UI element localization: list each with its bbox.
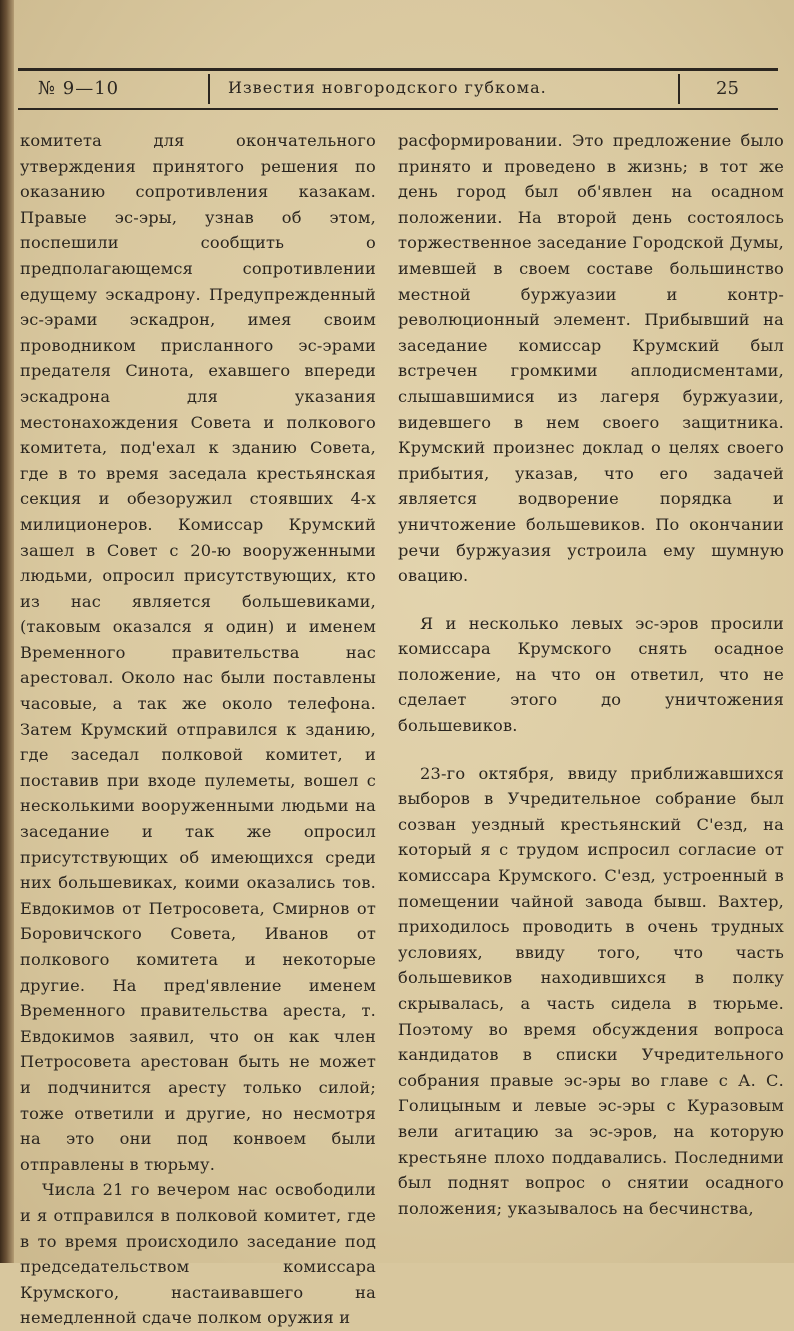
binding-edge bbox=[0, 0, 14, 1263]
left-text-column bbox=[20, 128, 376, 1331]
page-header bbox=[18, 68, 778, 112]
header-bottom-rule bbox=[18, 108, 778, 110]
issue-number: № 9—10 bbox=[38, 78, 120, 99]
right-paragraph-1: расформировании. Это предложение было принято и проведено в жизнь; в тот же день город был об'явлен на осадном положении. На второй день состоялось торжественное заседание Городской Думы, имевшей в своем составе большинство местной буржуазии и контр-революционный элемент. Прибывший на заседание комиссар Крумский был встречен громкими аплодисментами, слышавшимися из лагеря буржуазии, видевшего в нем своего защитника. Крумский произнес доклад о целях своего прибытия, указав, что его задачей является водворение порядка и уничтожение большевиков. По окончании речи буржуазия устроила ему шумную овацию. bbox=[398, 131, 784, 586]
header-divider-right bbox=[678, 74, 680, 104]
journal-title: Известия новгородского губкома. bbox=[228, 78, 547, 97]
header-top-rule bbox=[18, 68, 778, 71]
right-text-column bbox=[398, 128, 784, 1221]
right-paragraph-2: Я и несколько левых эс-эров просили комиссара Крумского снять осадное положение, на что он ответил, что не сделает этого до уничтожения большевиков. bbox=[398, 613, 784, 736]
header-divider-left bbox=[208, 74, 210, 104]
left-paragraph-1: комитета для окончательного утверждения принятого решения по оказанию сопротивления казакам. Правые эс-эры, узнав об этом, поспешили сообщить о предполагающемся сопротивлении едущему эскадрону. Предупрежденный эс-эрами эскадрон, имея своим проводником присланного эс-эрами предателя Синота, ехавшего впереди эскадрона для указания местонахождения Совета и полкового комитета, под'ехал к зданию Совета, где в то время заседала крестьянская секция и обезоружил стоявших 4-х милиционеров. Комиссар Крумский зашел в Совет с 20-ю вооруженными людьми, опросил присутствующих, кто из нас является большевиками, (таковым оказался я один) и именем Временного правительства нас арестовал. Около нас были поставлены часовые, а так же около телефона. Затем Крумский отправился к зданию, где заседал полковой комитет, и поставив при входе пулеметы, вошел с несколькими вооруженными людьми на заседание и так же опросил присутствующих об имеющихся среди них большевиках, коими оказались тов. Евдокимов от Петросовета, Смирнов от Боровичского Совета, Иванов от полкового комитета и некоторые другие. На пред'явление именем Временного правительства ареста, т. Евдокимов заявил, что он как член Петросовета арестован быть не может и подчинится аресту только силой; тоже ответили и другие, но несмотря на это они под конвоем были отправлены в тюрьму. bbox=[20, 131, 376, 1174]
right-paragraph-3: 23-го октября, ввиду приближавшихся выборов в Учредительное собрание был созван уездный крестьянский С'езд, на который я с трудом испросил согласие от комиссара Крумского. С'езд, устроенный в помещении чайной завода бывш. Вахтер, приходилось проводить в очень трудных условиях, ввиду того, что часть большевиков находившихся в полку скрывалась, а часть сидела в тюрьме. Поэтому во время обсуждения вопроса кандидатов в списки Учредительного собрания правые эс-эры во главе с А. С. Голицыным и левые эс-эры с Куразовым вели агитацию за эс-эров, на которую крестьяне плохо поддавались. Последними был поднят вопрос о снятии осадного положения; указывалось на бесчинства, bbox=[398, 763, 784, 1218]
left-paragraph-2: Числа 21 го вечером нас освободили и я отправился в полковой комитет, где в то время происходило заседание под председательством комиссара Крумского, настаивавшего на немедленной сдаче полком оружия и bbox=[20, 1180, 376, 1328]
page-number: 25 bbox=[716, 78, 739, 99]
